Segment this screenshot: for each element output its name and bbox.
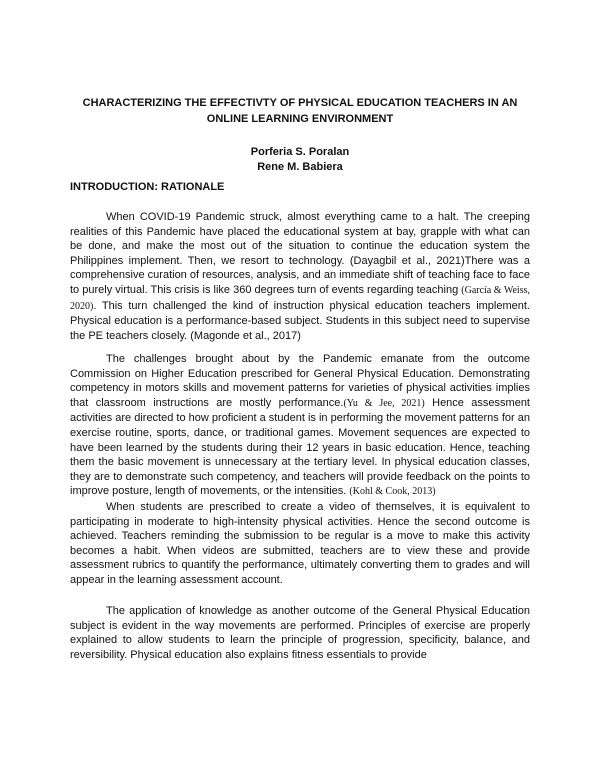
paper-title: CHARACTERIZING THE EFFECTIVTY OF PHYSICAL EDUCATION TEACHERS IN AN ONLINE LEARNING ENVIRONMENT xyxy=(82,97,518,125)
body-paragraph xyxy=(70,604,530,662)
citation: (Yu & Jee, 2021) xyxy=(343,397,425,409)
author-list xyxy=(70,145,530,175)
paragraph-text: Hence assessment activities are directed to how proficient a student is in performing the movement patterns for an exercise routine, sports, dance, or traditional games. Movement sequences are expected to have been learned by the students during their 12 years in basic education. Hence, teaching them the basic movement is unnecessary at the tertiary level. In physical education classes, they are to demonstrate such competency, and teachers will provide feedback on the points to improve posture, length of movements, or the intensities. xyxy=(70,396,530,498)
author-name: Rene M. Babiera xyxy=(257,161,343,173)
body-paragraph xyxy=(70,500,530,588)
body-paragraph xyxy=(70,210,530,343)
paragraph-text: . This turn challenged the kind of instruction physical education teachers implement. Physical education is a performance-based subject. Students in this subject need to supervise the PE teachers closely. (Magonde et al., 2017) xyxy=(70,299,530,342)
paragraph-text: The application of knowledge as another outcome of the General Physical Education subject is evident in the way movements are performed. Principles of exercise are properly explained to allow students to learn the principle of progression, specificity, balance, and reversibility. Physical education also explains fitness essentials to provide xyxy=(70,605,530,661)
citation: (Kohl & Cook, 2013) xyxy=(349,486,436,498)
section-heading: INTRODUCTION: RATIONALE xyxy=(70,181,225,193)
paragraph-text: The challenges brought about by the Pandemic emanate from the outcome Commission on Higher Education prescribed for General Physical Education. Demonstrating competency in motors skills and movement patterns for varieties of physical activities implies that classroom instructions are mostly performance. xyxy=(70,353,530,409)
body-paragraph xyxy=(70,352,530,500)
paragraph-text: When students are prescribed to create a video of themselves, it is equivalent to participating in moderate to high-intensity physical activities. Hence the second outcome is achieved. Teachers reminding the submission to be regular is a move to make this activity becomes a habit. When videos are submitted, teachers are to view these and provide assessment rubrics to quantify the performance, ultimately converting them to grades and will appear in the learning assessment account. xyxy=(70,501,530,586)
citation: (García & Weiss, 2020) xyxy=(70,284,530,312)
author-name: Porferia S. Poralan xyxy=(250,146,350,158)
paragraph-text: When COVID-19 Pandemic struck, almost everything came to a halt. The creeping realities of this Pandemic have placed the educational system at bay, grapple with what can be done, and make the most out of the situation to continue the education system the Philippines implement. Then, we resort to technology. (Dayagbil et al., 2021)There was a comprehensive curation of resources, analysis, and an immediate shift of teaching face to face to purely virtual. This crisis is like 360 degrees turn of events regarding teaching xyxy=(70,211,530,296)
